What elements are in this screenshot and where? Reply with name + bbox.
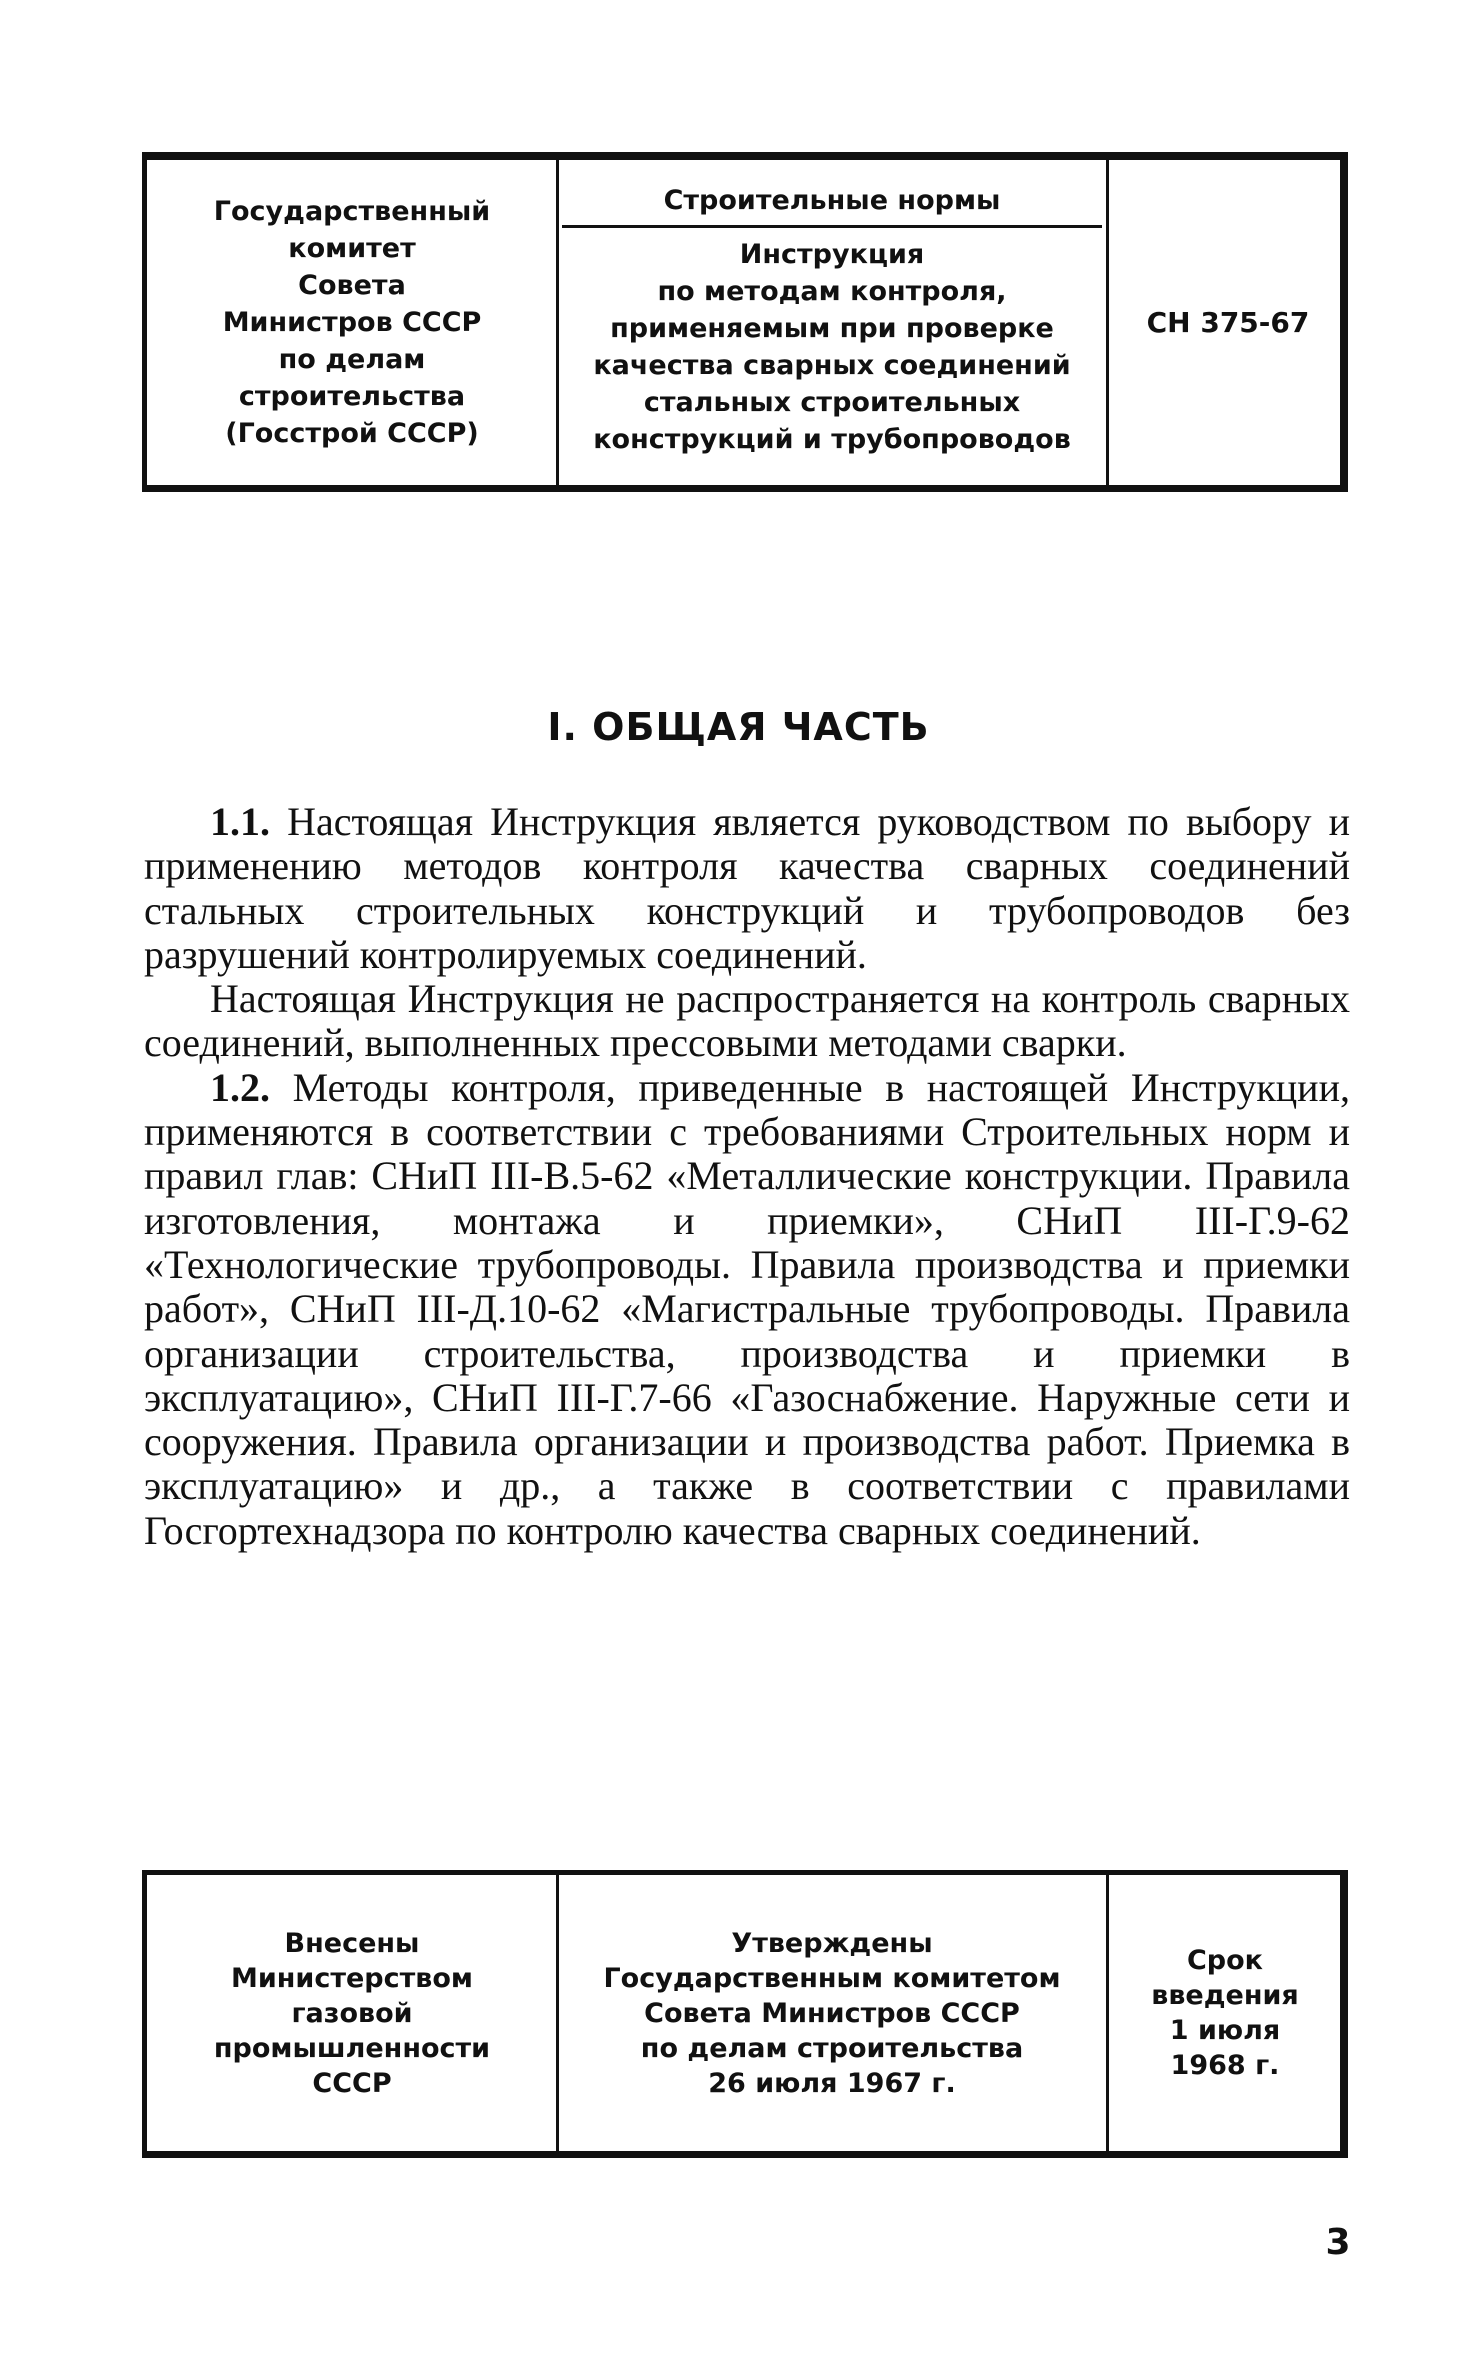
approved-line: 26 июля 1967 г. xyxy=(708,2067,956,2099)
paragraph xyxy=(144,800,1350,977)
title-separator xyxy=(562,225,1102,228)
issuer-line: Министров СССР xyxy=(222,307,482,338)
footer-right-border xyxy=(1340,1875,1348,2151)
issuer-line: строительства xyxy=(238,381,466,412)
header-divider-2 xyxy=(1106,160,1109,485)
section-body xyxy=(144,800,1350,1553)
header-top-rule xyxy=(142,152,1348,160)
effective-line: 1 июля xyxy=(1169,2015,1281,2046)
issuer-line: Совета xyxy=(298,270,406,301)
introduced-line: Министерством xyxy=(230,1962,473,1994)
document-title xyxy=(593,236,1071,458)
header-bottom-rule xyxy=(142,485,1348,492)
issuer-line: (Госстрой СССР) xyxy=(225,418,479,449)
document-title-block xyxy=(562,160,1102,485)
footer-divider-2 xyxy=(1106,1875,1109,2151)
section-title: I. ОБЩАЯ ЧАСТЬ xyxy=(547,705,930,749)
approved-by-block xyxy=(562,1875,1102,2151)
title-line: стальных строительных xyxy=(643,387,1021,418)
issuer-block xyxy=(152,160,552,485)
title-line: применяемым при проверке xyxy=(610,313,1054,344)
paragraph-text: Методы контроля, приведенные в настоящей Инструкции, применяются в соответствии с требованиями Строительных норм и правил глав: СНиП III-В.5-62 «Металлические конструкции. Правила изготовления, монтажа и приемки», СНиП III-Г.9-62 «Технологические трубопроводы. Правила производства и приемки работ», СНиП III-Д.10-62 «Магистральные трубопроводы. Правила организации строительства, производства и приемки в эксплуатацию», СНиП III-Г.7-66 «Газоснабжение. Наружные сети и сооружения. Правила организации и производства работ. Приемка в эксплуатацию» и др., а также в соответствии с правилами Госгортехнадзора по контролю качества сварных соединений. xyxy=(144,1064,1350,1553)
effective-line: Срок xyxy=(1186,1945,1264,1976)
footer-bottom-rule xyxy=(142,2151,1348,2158)
approved-line: по делам строительства xyxy=(640,2032,1024,2064)
header-left-border xyxy=(142,160,147,485)
introduced-line: промышленности xyxy=(213,2032,491,2064)
effective-line: введения xyxy=(1151,1980,1299,2011)
paragraph xyxy=(144,977,1350,1066)
effective-date-block xyxy=(1112,1875,1338,2151)
title-line: Инструкция xyxy=(739,239,925,270)
document-code: СН 375-67 xyxy=(1146,306,1310,339)
page-number: 3 xyxy=(1325,2222,1351,2263)
approved-line: Утверждены xyxy=(731,1927,933,1959)
clause-number: 1.2. xyxy=(210,1064,270,1110)
title-line: качества сварных соединений xyxy=(593,350,1071,381)
introduced-line: газовой xyxy=(291,1997,413,2029)
footer-divider-1 xyxy=(556,1875,559,2151)
introduced-by-block xyxy=(152,1875,552,2151)
header-divider-1 xyxy=(556,160,559,485)
norms-label: Строительные нормы xyxy=(663,185,1001,216)
effective-line: 1968 г. xyxy=(1170,2050,1280,2081)
title-line: конструкций и трубопроводов xyxy=(593,424,1071,455)
footer-left-border xyxy=(142,1875,147,2151)
title-line: по методам контроля, xyxy=(657,276,1007,307)
issuer-line: Государственный xyxy=(213,196,491,227)
introduced-line: Внесены xyxy=(284,1927,420,1959)
clause-number: 1.1. xyxy=(210,799,270,844)
document-header-table xyxy=(142,152,1348,492)
introduced-line: СССР xyxy=(312,2067,392,2099)
approved-line: Совета Министров СССР xyxy=(644,1997,1020,2029)
issuer-line: комитет xyxy=(288,233,416,264)
paragraph-text: Настоящая Инструкция не распространяется на контроль сварных соединений, выполненных прессовыми методами сварки. xyxy=(144,976,1350,1066)
document-footer-table xyxy=(142,1870,1348,2158)
paragraph xyxy=(144,1066,1350,1553)
approved-line: Государственным комитетом xyxy=(603,1962,1061,1994)
issuer-line: по делам xyxy=(278,344,426,375)
paragraph-text: Настоящая Инструкция является руководством по выбору и применению методов контроля качества сварных соединений стальных строительных конструкций и трубопроводов без разрушений контролируемых соединений. xyxy=(144,799,1350,977)
